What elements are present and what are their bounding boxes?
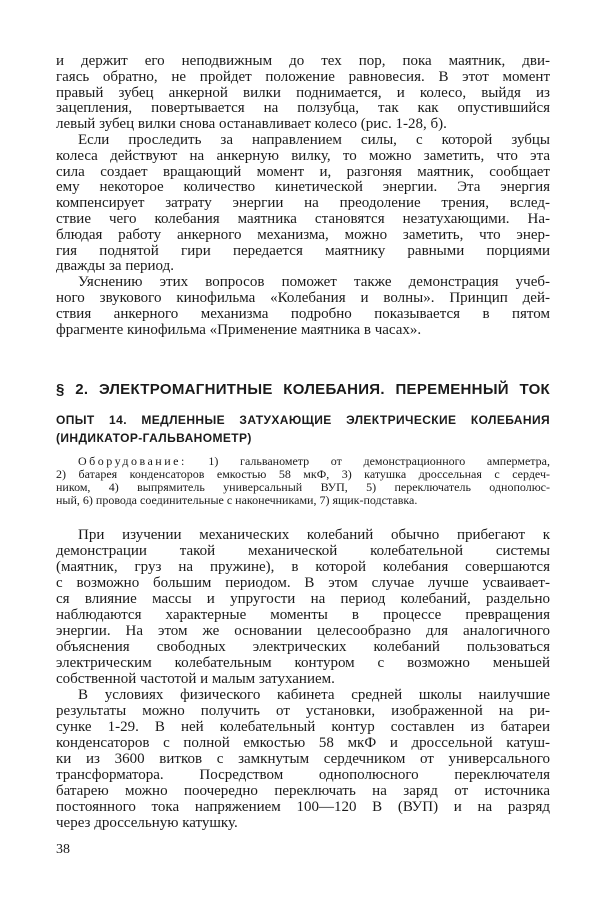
text-line: зацепления, повертывается на ползубца, так как опустившийся	[56, 100, 550, 117]
text-line: ного звукового кинофильма «Колебания и волны». Принцип дей-	[56, 289, 550, 306]
text-line: гаясь обратно, не пройдет положение равновесия. В этот момент	[56, 68, 550, 85]
text-line: энергии. На этом же основании целесообразно для аналогичного	[56, 623, 550, 639]
equipment-list	[56, 455, 550, 507]
text-line: колеса действуют на анкерную вилку, то можно заметить, что эта	[56, 147, 550, 164]
text-section-top	[56, 54, 550, 338]
paragraph	[56, 275, 550, 338]
text-line: В условиях физического кабинета средней школы наилучшие	[78, 687, 550, 703]
text-line: трансформатора. Посредством однополюсного переключателя	[56, 767, 550, 783]
paragraph	[56, 527, 550, 687]
text-line: дважды за период.	[56, 258, 174, 275]
text-line: Уяснению этих вопросов поможет также демонстрация учеб-	[78, 274, 550, 291]
text-line: сунке 1-29. В ней колебательный контур составлен из батареи	[56, 719, 550, 735]
text-line: правый зубец анкерной вилки поднимается, и колесо, выйдя из	[56, 84, 550, 101]
text-line: При изучении механических колебаний обычно прибегают к	[78, 527, 550, 543]
text-line: конденсаторов с полной емкостью 58 мкФ и дроссельной катуш-	[56, 735, 550, 751]
experiment-heading-line: (ИНДИКАТОР-ГАЛЬВАНОМЕТР)	[56, 431, 252, 445]
section-heading	[56, 381, 550, 399]
text-section-bottom	[56, 527, 550, 831]
text-line: фрагменте кинофильма «Применение маятника в часах».	[56, 321, 422, 338]
paragraph	[56, 687, 550, 831]
page-number: 38	[56, 842, 70, 857]
paragraph	[56, 54, 550, 133]
text-line: ки из 3600 витков с замкнутым сердечником от универсального	[56, 751, 550, 767]
text-line: ся влияние массы и упругости на период колебаний, раздельно	[56, 591, 550, 607]
equipment-line: 2) батарея конденсаторов емкостью 58 мкФ, 3) катушка дроссельная с сердеч-	[56, 467, 550, 481]
section-heading-text: § 2. ЭЛЕКТРОМАГНИТНЫЕ КОЛЕБАНИЯ. ПЕРЕМЕННЫЙ ТОК	[56, 381, 550, 398]
text-line: электрическим колебательным контуром с возможно меньшей	[56, 655, 550, 671]
text-line: наблюдаются характерные моменты в процессе превращения	[56, 607, 550, 623]
text-line: ствия анкерного механизма подробно показывается в пятом	[56, 305, 550, 322]
text-line: ствие чего колебания маятника становятся незатухающими. На-	[56, 210, 550, 227]
experiment-heading	[56, 411, 550, 447]
text-line: объяснения свободных электрических колебаний пользоваться	[56, 639, 550, 655]
text-line: с возможно большим периодом. В этом случае лучше усваивает-	[56, 575, 550, 591]
text-line: левый зубец вилки снова останавливает колесо (рис. 1-28, б).	[56, 116, 447, 133]
text-line: (маятник, груз на пружине), в которой колебания совершаются	[56, 559, 550, 575]
text-line: батарею можно поочередно переключать на заряд от источника	[56, 783, 550, 799]
equipment-line: ный, 6) провода соединительные с наконечниками, 7) ящик-подставка.	[56, 493, 418, 507]
text-line: постоянного тока напряжением 100—120 В (ВУП) и на разряд	[56, 799, 550, 815]
equipment-line: ником, 4) выпрямитель универсальный ВУП, 5) переключатель однополюс-	[56, 480, 550, 494]
text-line: ему некоторое количество кинетической энергии. Эта энергия	[56, 179, 550, 196]
text-line: и держит его неподвижным до тех пор, пока маятник, дви-	[56, 53, 550, 69]
text-line: собственной частотой и малым затуханием.	[56, 671, 335, 687]
text-line: результаты можно получить от установки, изображенной на ри-	[56, 703, 550, 719]
equipment-label: Оборудование:	[78, 454, 187, 468]
paragraph	[56, 133, 550, 275]
text-line: сила создает вращающий момент и, разгоняя маятник, сообщает	[56, 163, 550, 180]
text-line: демонстрации такой механической колебательной системы	[56, 543, 550, 559]
text-line: гия поднятой гири передается маятнику равными порциями	[56, 242, 550, 259]
text-line: через дроссельную катушку.	[56, 815, 238, 831]
text-line: Если проследить за направлением силы, с которой зубцы	[78, 131, 550, 148]
text-line: блюдая работу анкерного механизма, можно заметить, что энер-	[56, 226, 550, 243]
equipment-text: 1) гальванометр от демонстрационного амперметра,	[208, 454, 550, 468]
text-line: компенсирует затрату энергии на преодоление трения, вслед-	[56, 195, 550, 212]
experiment-heading-line: ОПЫТ 14. МЕДЛЕННЫЕ ЗАТУХАЮЩИЕ ЭЛЕКТРИЧЕСКИЕ КОЛЕБАНИЯ	[56, 413, 550, 427]
